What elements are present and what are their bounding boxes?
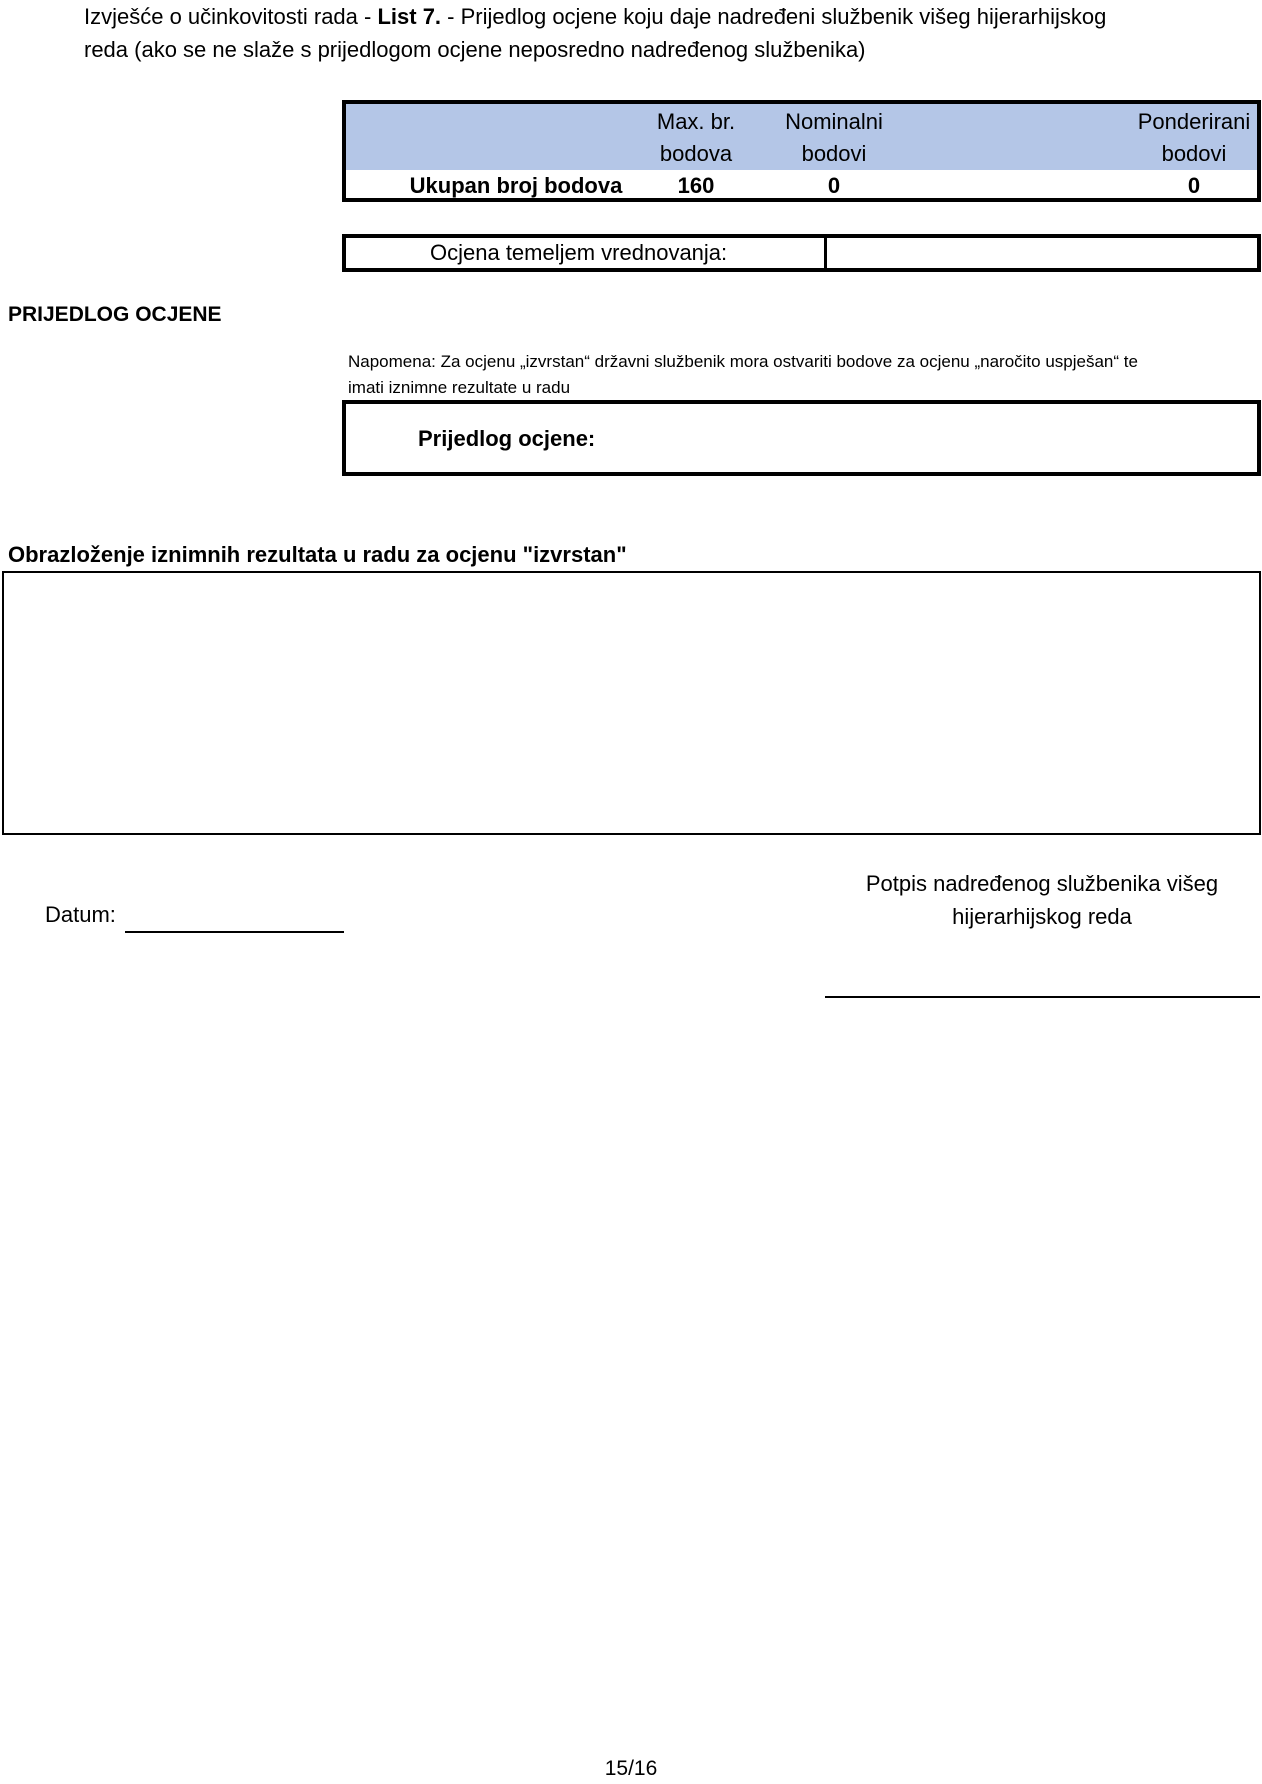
signature-line[interactable] [825, 996, 1260, 998]
date-signature-line[interactable] [125, 931, 344, 933]
date-label: Datum: [45, 902, 116, 927]
signature-caption-line-2: hijerarhijskog reda [952, 904, 1132, 929]
justification-title: Obrazloženje iznimnih rezultata u radu za ocjenu "izvrstan" [8, 542, 627, 567]
weighted-points-value: 0 [1187, 173, 1201, 198]
nominal-points-value: 0 [827, 173, 841, 198]
note [348, 349, 1248, 401]
total-points-label: Ukupan broj bodova [409, 173, 623, 198]
section-title: PRIJEDLOG OCJENE [8, 303, 222, 326]
max-points-value: 160 [677, 173, 715, 198]
evaluation-grade-divider [824, 238, 827, 268]
evaluation-grade-label: Ocjena temeljem vrednovanja: [430, 240, 728, 265]
note-line-2: imati iznimne rezultate u radu [348, 378, 571, 397]
col-weighted-header-1: Ponderirani [1137, 109, 1251, 134]
col-weighted-header-2: bodovi [1161, 141, 1227, 166]
proposal-label: Prijedlog ocjene: [418, 426, 596, 451]
col-nominal-header-1: Nominalni [785, 109, 883, 134]
page-header [84, 0, 1184, 66]
header-line-2: reda (ako se ne slaže s prijedlogom ocjene neposredno nadređenog službenika) [84, 37, 866, 62]
header-line-1: Izvješće o učinkovitosti rada - List 7. - Prijedlog ocjene koju daje nadređeni službenik višeg hijerarhijskog [84, 4, 1107, 29]
evaluation-grade-value[interactable] [830, 238, 1257, 268]
justification-text-area[interactable] [2, 571, 1261, 835]
col-max-header-2: bodova [659, 141, 733, 166]
col-nominal-header-2: bodovi [801, 141, 867, 166]
evaluation-grade-box [342, 234, 1261, 272]
col-max-header-1: Max. br. [656, 109, 736, 134]
signature-caption [825, 867, 1259, 933]
signature-caption-line-1: Potpis nadređenog službenika višeg [865, 871, 1219, 896]
score-table [342, 100, 1261, 202]
note-line-1: Napomena: Za ocjenu „izvrstan“ državni službenik mora ostvariti bodove za ocjenu „naročito uspješan“ te [348, 352, 1138, 371]
page-number: 15/16 [604, 1757, 658, 1780]
proposal-value[interactable] [606, 414, 1246, 462]
proposal-box [342, 400, 1261, 476]
list-number: List 7. [377, 4, 442, 29]
